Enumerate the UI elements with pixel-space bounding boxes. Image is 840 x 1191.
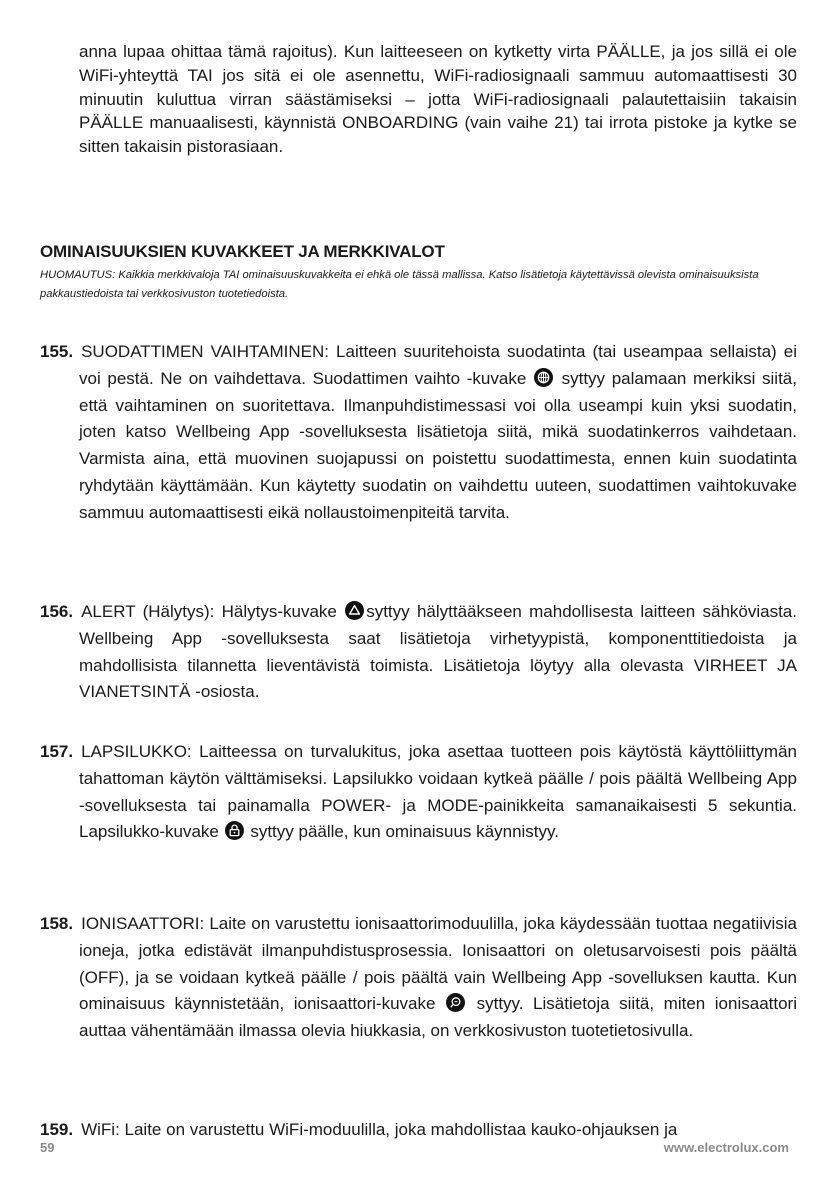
intro-paragraph: anna lupaa ohittaa tämä rajoitus). Kun laitteeseen on kytketty virta PÄÄLLE, ja jos sillä ei ole WiFi-yhteyttä TAI jos sitä ei ole asennettu, WiFi-radiosignaali sammuu automaattisesti 30 minuutin kuluttua virran säästämiseksi – jotta WiFi-radiosignaali palautettaisiin takaisin PÄÄLLE manuaalisesti, käynnistä ONBOARDING (vain vaihe 21) tai irrota pistoke ja kytke se sitten takaisin pistorasiaan. (79, 42, 797, 157)
list-item-157 (40, 739, 797, 846)
list-item-155 (40, 339, 797, 527)
item-text: WiFi: Laite on varustettu WiFi-moduulilla, joka mahdollistaa kauko-ohjauksen ja (81, 1120, 678, 1139)
item-text-continued: syttyy. Lisätietoja siitä, miten ionisaattori auttaa vähentämään ilmassa olevia hiukkasia, on verkkosivuston tuotetietosivulla. (79, 994, 797, 1041)
item-number: 156. (40, 602, 74, 621)
alert-icon (345, 601, 364, 620)
item-text-continued: syttyy hälyttääkseen mahdollisesta laitteen sähköviasta. Wellbeing App -sovelluksesta saat lisätietoja virhetyypistä, komponenttitiedoista ja mahdollisista tilannetta lieventävistä toimista. Lisätietoja löytyy alla olevasta VIRHEET JA VIANETSINTÄ -osiosta. (79, 602, 797, 702)
item-text-continued: syttyy palamaan merkiksi siitä, että vaihtaminen on suoritettava. Ilmanpuhdistimessasi voi olla useampi kuin yksi suodatin, joten katso Wellbeing App -sovelluksesta lisätietoja siitä, mikä suodatinkerros vaihdetaan. Varmista aina, että muovinen suojapussi on poistettu suodattimesta, ennen kuin suodatinta ryhdytään käyttämään. Kun käytetty suodatin on vaihdettu uuteen, suodattimen vaihtokuvake sammuu automaattisesti eikä nollaustoimenpiteitä tarvita. (79, 368, 797, 522)
item-text: LAPSILUKKO: Laitteessa on turvalukitus, joka asettaa tuotteen pois käytöstä käyttöliittymän tahattoman käytön välttämiseksi. Lapsilukko voidaan kytkeä päälle / pois päältä Wellbeing App -sovelluksesta tai painamalla POWER- ja MODE-painikkeita samanaikaisesti 5 sekuntia. Lapsilukko-kuvake (79, 742, 797, 842)
section-heading: OMINAISUUKSIEN KUVAKKEET JA MERKKIVALOT (40, 242, 445, 261)
ionizer-icon (446, 993, 465, 1012)
item-text: IONISAATTORI: Laite on varustettu ionisaattorimoduulilla, joka käydessään tuottaa negatiivisia ioneja, jotka edistävät ilmanpuhdistusprosessia. Ionisaattori on oletusarvoisesti pois päältä (OFF), ja se voidaan kytkeä päälle / pois päältä vain Wellbeing App -sovelluksen kautta. Kun ominaisuus käynnistetään, ionisaattori-kuvake (79, 914, 797, 1014)
item-text: SUODATTIMEN VAIHTAMINEN: Laitteen suuritehoista suodatinta (tai useampaa sellaista) ei voi pestä. Ne on vaihdettava. Suodattimen vaihto -kuvake (79, 342, 797, 388)
list-item-158 (40, 911, 797, 1045)
footer-website: www.electrolux.com (663, 1140, 789, 1155)
item-number: 159. (40, 1120, 74, 1139)
page-number: 59 (40, 1140, 55, 1155)
item-number: 157. (40, 742, 74, 761)
section-note: HUOMAUTUS: Kaikkia merkkivaloja TAI ominaisuuskuvakkeita ei ehkä ole tässä mallissa. Katso lisätietoja käytettävissä olevista ominaisuuksista pakkaustiedoista tai verkkosivuston tuotetiedoista. (40, 269, 759, 300)
item-number: 155. (40, 342, 74, 361)
filter-replace-icon (534, 368, 553, 387)
item-number: 158. (40, 914, 74, 933)
child-lock-icon (225, 821, 244, 840)
item-text-continued: syttyy päälle, kun ominaisuus käynnistyy. (250, 822, 559, 842)
list-item-156 (40, 599, 797, 706)
item-text: ALERT (Hälytys): Hälytys-kuvake (81, 602, 337, 621)
